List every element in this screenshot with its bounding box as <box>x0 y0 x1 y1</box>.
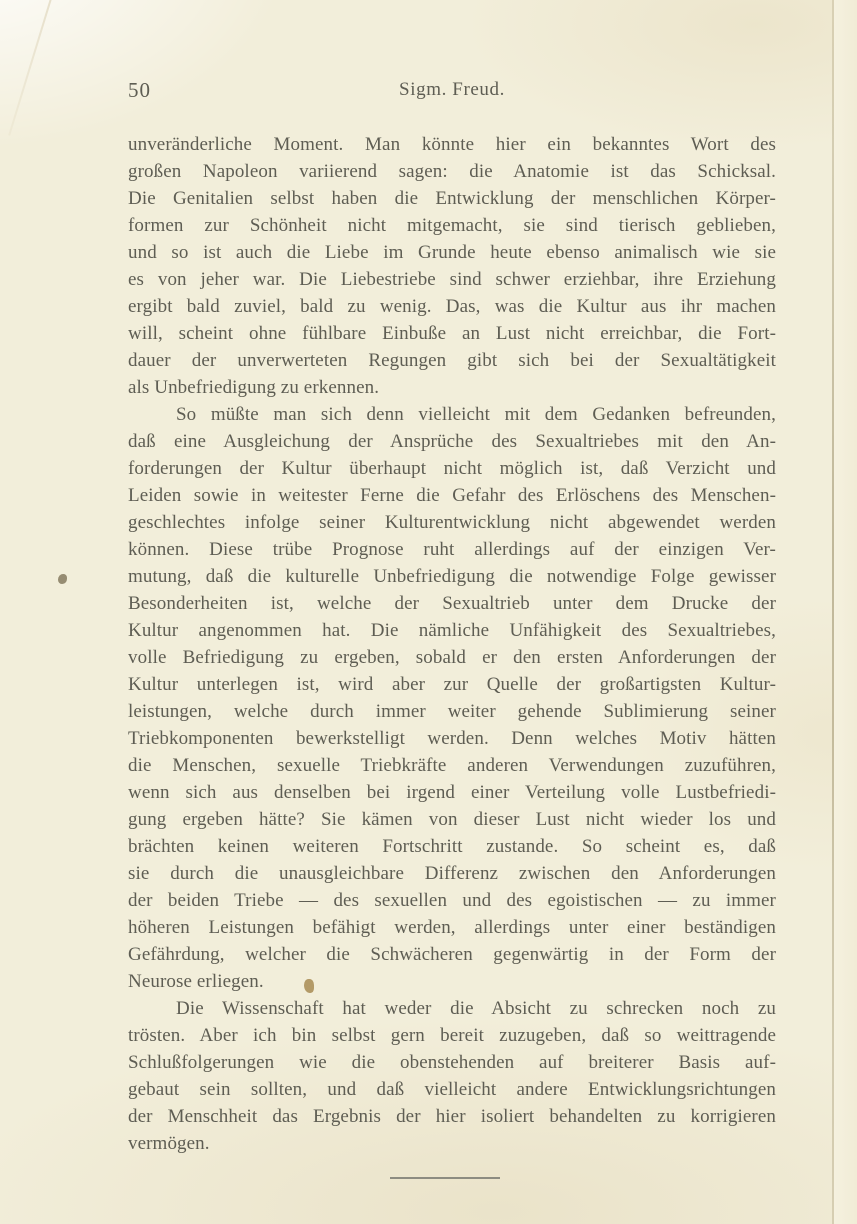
text-line: brächten keinen weiteren Fortschritt zustande. So scheint es, daß <box>128 836 776 857</box>
text-line: der Menschheit das Ergebnis der hier isoliert behandelten zu korrigieren <box>128 1106 776 1127</box>
text-line: es von jeher war. Die Liebestriebe sind schwer erziehbar, ihre Erziehung <box>128 269 776 290</box>
text-line: großen Napoleon variierend sagen: die Anatomie ist das Schicksal. <box>128 161 776 182</box>
page-edge-line <box>832 0 834 1224</box>
text-line: daß eine Ausgleichung der Ansprüche des Sexualtriebes mit den An- <box>128 431 776 452</box>
text-line: leistungen, welche durch immer weiter gehende Sublimierung seiner <box>128 701 776 722</box>
text-line: forderungen der Kultur überhaupt nicht möglich ist, daß Verzicht und <box>128 458 776 479</box>
text-line: können. Diese trübe Prognose ruht allerdings auf der einzigen Ver- <box>128 539 776 560</box>
text-line: sie durch die unausgleichbare Differenz zwischen den Anforderungen <box>128 863 776 884</box>
text-line: wenn sich aus denselben bei irgend einer Verteilung volle Lustbefriedi- <box>128 782 776 803</box>
page-number: 50 <box>128 78 151 102</box>
text-line: der beiden Triebe — des sexuellen und des egoistischen — zu immer <box>128 890 776 911</box>
text-line: dauer der unverwerteten Regungen gibt sich bei der Sexualtätigkeit <box>128 350 776 371</box>
text-line: Triebkomponenten bewerkstelligt werden. Denn welches Motiv hätten <box>128 728 776 749</box>
text-line: geschlechtes infolge seiner Kulturentwicklung nicht abgewendet werden <box>128 512 776 533</box>
text-line: Leiden sowie in weitester Ferne die Gefahr des Erlöschens des Menschen- <box>128 485 776 506</box>
text-line: Besonderheiten ist, welche der Sexualtrieb unter dem Drucke der <box>128 593 776 614</box>
text-column <box>128 131 776 1157</box>
text-line: Neurose erliegen. <box>128 971 264 992</box>
text-line: will, scheint ohne fühlbare Einbuße an Lust nicht erreichbar, die Fort- <box>128 323 776 344</box>
text-line: unveränderliche Moment. Man könnte hier ein bekanntes Wort des <box>128 134 776 155</box>
text-line: ergibt bald zuviel, bald zu wenig. Das, was die Kultur aus ihr machen <box>128 296 776 317</box>
text-line: volle Befriedigung zu ergeben, sobald er den ersten Anforderungen der <box>128 647 776 668</box>
paragraph-1 <box>128 131 776 401</box>
text-line: formen zur Schönheit nicht mitgemacht, sie sind tierisch geblieben, <box>128 215 776 236</box>
paragraph-3 <box>128 995 776 1157</box>
section-end-rule <box>390 1177 500 1179</box>
text-line: die Menschen, sexuelle Triebkräfte anderen Verwendungen zuzuführen, <box>128 755 776 776</box>
text-line: trösten. Aber ich bin selbst gern bereit zuzugeben, daß so weittragende <box>128 1025 776 1046</box>
paper-speck <box>58 574 67 584</box>
text-line: Die Genitalien selbst haben die Entwicklung der menschlichen Körper- <box>128 188 776 209</box>
text-line: gebaut sein sollten, und daß vielleicht andere Entwicklungsrichtungen <box>128 1079 776 1100</box>
text-line: höheren Leistungen befähigt werden, allerdings unter einer beständigen <box>128 917 776 938</box>
text-line: Schlußfolgerungen wie die obenstehenden auf breiterer Basis auf- <box>128 1052 776 1073</box>
paper-stain <box>304 979 314 993</box>
text-line: Die Wissenschaft hat weder die Absicht zu schrecken noch zu <box>176 998 776 1019</box>
text-line: Kultur angenommen hat. Die nämliche Unfähigkeit des Sexualtriebes, <box>128 620 776 641</box>
paper-crease <box>8 0 54 136</box>
text-line: und so ist auch die Liebe im Grunde heute ebenso animalisch wie sie <box>128 242 776 263</box>
text-line: als Unbefriedigung zu erkennen. <box>128 377 380 398</box>
text-line: gung ergeben hätte? Sie kämen von dieser Lust nicht wieder los und <box>128 809 776 830</box>
text-line: So müßte man sich denn vielleicht mit dem Gedanken befreunden, <box>176 404 776 425</box>
text-line: vermögen. <box>128 1133 210 1154</box>
page-edge-strip <box>834 0 857 1224</box>
paragraph-2 <box>128 401 776 995</box>
text-line: mutung, daß die kulturelle Unbefriedigung die notwendige Folge gewisser <box>128 566 776 587</box>
text-line: Kultur unterlegen ist, wird aber zur Quelle der großartigsten Kultur- <box>128 674 776 695</box>
text-line: Gefährdung, welcher die Schwächeren gegenwärtig in der Form der <box>128 944 776 965</box>
running-header: Sigm. Freud. <box>399 79 505 100</box>
